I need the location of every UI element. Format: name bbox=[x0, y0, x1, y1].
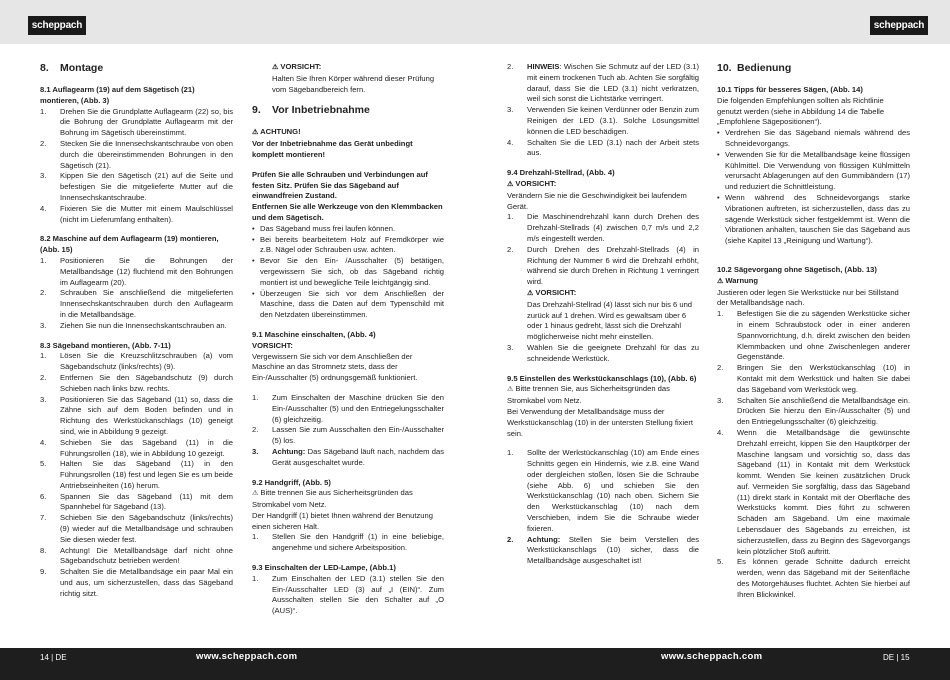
section-heading: 8. Montage bbox=[40, 62, 104, 74]
list-item: • Das Sägeband muss frei laufen können. bbox=[252, 223, 396, 233]
list-item: 1. Zum Einschalten der LED (3.1) stellen Sie den Ein-/Ausschalter LED (3) auf „I (EIN)“. Zum Ausschalten stellen Sie den Schalter auf „O (AUS)“. bbox=[252, 573, 444, 616]
caution-note: ⚠ VORSICHT: Das Drehzahl-Stellrad (4) lässt sich nur bis 6 und zurück auf 1 drehen. Wird es gewaltsam über 6 oder 1 hinaus gedreht, lässt sich die Drehzahl möglicherweise nicht mehr einstellen. bbox=[527, 287, 693, 342]
warning-triangle-icon: ⚠ bbox=[272, 64, 279, 71]
warning-note: ⚠ Bitte trennen Sie, aus Sicherheitsgründen das Stromkabel vom Netz. bbox=[507, 384, 670, 406]
list-item: 9. Schalten Sie die Metallbandsäge ein paar Mal ein und aus, um sicherzustellen, dass das Sägeband richtig sitzt. bbox=[40, 567, 233, 598]
list-item: 1. Sollte der Werkstückanschlag (10) am Ende eines Schnitts gegen ein Hindernis, wie z.B. eine Wand oder dergleichen stoßen, lösen Sie die Schraube (siehe Abb. 6) und schieben Sie den Werkstückanschlag (10) nach oben. Sichern Sie den Werkstückanschlag (10) nach dem Verschieben, indem Sie die Schraube wieder fixieren. bbox=[507, 448, 699, 533]
check-instructions: Entfernen Sie alle Werkzeuge von den Klemmbacken und dem Sägetisch. bbox=[252, 202, 443, 222]
warning-label: ⚠ Warnung bbox=[717, 275, 759, 285]
step-list bbox=[40, 107, 233, 226]
subsection-heading: 9.5 Einstellen des Werkstückanschlags (10), (Abb. 6) bbox=[507, 373, 697, 383]
check-instructions: Prüfen Sie alle Schrauben und Verbindungen auf festen Sitz. Prüfen Sie das Sägeband auf einwandfreien Zustand. bbox=[252, 169, 428, 201]
bullet-list bbox=[252, 224, 444, 321]
section-heading: 10. Bedienung bbox=[717, 62, 792, 74]
list-item: 4. Wenn die Metallbandsäge die gewünschte Drehzahl erreicht, kippen Sie den Hauptkörper der Maschine langsam und vorsichtig so, dass das Sägeband (11) in Kontakt mit dem Werkstück kommt. Wenden Sie keinen zusätzlichen Druck auf. Vermeiden Sie sorgfältig, dass das Sägeband (11) direkt stark in Kontakt mit der Oberfläche des Werkstücks kommt. Dies führt zu schweren Schäden am Sägeband. Um eine maximale Lebensdauer des Sägebands zu erreichen, ist sicherzustellen, dass zu Beginn des Sägevorgangs kein plötzlicher Stoß auftritt. bbox=[717, 427, 910, 556]
warning-note: ⚠ Bitte trennen Sie aus Sicherheitsgründen das Stromkabel vom Netz. bbox=[252, 488, 413, 510]
list-item: 2. Durch Drehen des Drehzahl-Stellrads (4) in Richtung der Nummer 6 wird die Drehzahl erhöht, während sie durch Drehen in Richtung 1 verringert wird. bbox=[507, 244, 699, 287]
list-item: 8. Achtung! Die Metallbandsäge darf nicht ohne Sägebandschutz betrieben werden! bbox=[40, 545, 233, 566]
subsection-heading: 9.3 Einschalten der LED-Lampe, (Abb.1) bbox=[252, 563, 396, 573]
step-list bbox=[717, 309, 910, 601]
list-item: 1. Lösen Sie die Kreuzschlitzschrauben (a) vom Sägebandschutz (links/rechts) (9). bbox=[40, 351, 233, 372]
list-item: 3. Wählen Sie die geeignete Drehzahl für das zu schneidende Werkstück. bbox=[507, 342, 699, 363]
brand-logo: scheppach bbox=[28, 16, 86, 35]
list-item: 2. Lassen Sie zum Ausschalten den Ein-/Ausschalter (5) los. bbox=[252, 425, 444, 446]
step-list bbox=[507, 448, 699, 567]
page-number-right: DE | 15 bbox=[883, 653, 910, 662]
step-list bbox=[40, 351, 233, 599]
subsection-heading: 9.2 Handgriff, (Abb. 5) bbox=[252, 477, 331, 487]
list-item: 4. Schalten Sie die LED (3.1) nach der Arbeit stets aus. bbox=[507, 137, 699, 158]
column-2 bbox=[252, 62, 444, 617]
subsection-heading: 9.4 Drehzahl-Stellrad, (Abb. 4) bbox=[507, 168, 615, 178]
page-number-left: 14 | DE bbox=[40, 653, 67, 662]
list-item: • Verwenden Sie für die Metallbandsäge keine flüssigen Kühlmittel. Die Verwendung von flüssigen Kühlmitteln verursacht Ablagerungen auf den Gummibändern (17) und reduziert die Schnittleistung. bbox=[717, 149, 910, 192]
step-list bbox=[507, 212, 699, 288]
column-4 bbox=[717, 62, 910, 601]
list-item: 3. Positionieren Sie das Sägeband (11) so, dass die Zähne sich auf dem Boden befinden und in Richtung des Werkstückanschlags (10) geneigt sind, wie in Abbildung 9 gezeigt. bbox=[40, 394, 233, 436]
footer-bar bbox=[0, 648, 950, 680]
list-item: • Wenn während des Schneidevorgangs starke Vibrationen auftreten, ist sicherzustellen, dass das zu sägende Werkstück sicher festgeklemmt ist. Wenn die Vibrationen anhalten, tauschen Sie das Sägeband aus (siehe Kapitel 13 „Reinigung und Wartung“). bbox=[717, 192, 910, 246]
paragraph: Der Handgriff (1) bietet Ihnen während der Benutzung einen sicheren Halt. bbox=[252, 510, 433, 531]
step-list bbox=[252, 574, 444, 617]
warning-triangle-icon: ⚠ bbox=[507, 386, 514, 394]
paragraph: Verändern Sie nie die Geschwindigkeit bei laufendem Gerät. bbox=[507, 190, 687, 211]
column-1 bbox=[40, 62, 233, 600]
caution-label: ⚠ VORSICHT: bbox=[507, 178, 557, 188]
attention-text: Vor der Inbetriebnahme das Gerät unbedingt komplett montieren! bbox=[252, 139, 413, 159]
section-heading: 9. Vor Inbetriebnahme bbox=[252, 104, 370, 117]
list-item: 4. Fixieren Sie die Mutter mit einem Maulschlüssel (nicht im Lieferumfang enthalten). bbox=[40, 203, 233, 224]
list-item: 1. Die Maschinendrehzahl kann durch Drehen des Drehzahl-Stellrads (4) zwischen 0,7 m/s und 2,2 m/s eingestellt werden. bbox=[507, 212, 699, 243]
list-item: 2. Achtung: Stellen Sie beim Verstellen des Werkstückanschlags (10) sicher, dass die Metallbandsäge ausgeschaltet ist! bbox=[507, 534, 699, 566]
footer-url-link[interactable]: www.scheppach.com bbox=[661, 651, 763, 662]
subsection-heading: 8.2 Maschine auf dem Auflagearm (19) montieren, (Abb. 15) bbox=[40, 234, 219, 255]
brand-logo: scheppach bbox=[870, 16, 928, 35]
list-item: 1. Befestigen Sie die zu sägenden Werkstücke sicher in einem Schraubstock oder in einer anderen Spannvorrichtung, d.h. direkt zwischen den beiden Klemmbacken und ohne Zwischenlegen anderer Gegenstände. bbox=[717, 309, 910, 362]
subsection-heading: 8.1 Auflagearm (19) auf dem Sägetisch (21) montieren, (Abb. 3) bbox=[40, 85, 195, 105]
subsection-heading: 10.1 Tipps für besseres Sägen, (Abb. 14) bbox=[717, 85, 863, 94]
list-item: 3. Schalten Sie anschließend die Metallbandsäge ein. Drücken Sie hierzu den Ein-/Ausschalter (5) und den Entriegelungsschalter (6) gleichzeitig. bbox=[717, 395, 910, 427]
list-item: 2. Stecken Sie die Innensechskantschraube von oben durch die übereinstimmenden Bohrungen in den Sägetisch (21). bbox=[40, 138, 233, 170]
list-item: 3. Achtung: Das Sägeband läuft nach, nachdem das Gerät ausgeschaltet wurde. bbox=[252, 446, 444, 467]
warning-triangle-icon: ⚠ bbox=[527, 289, 534, 297]
list-item: 5. Halten Sie das Sägeband (11) in den Führungsrollen (18) fest und legen Sie es um beide Antriebseinheiten (16) herum. bbox=[40, 459, 233, 490]
list-item: 2. Bringen Sie den Werkstückanschlag (10) in Kontakt mit dem Werkstück und halten Sie dabei das Sägeband vom Werkstück weg. bbox=[717, 363, 910, 394]
header-bar bbox=[0, 0, 950, 44]
paragraph: Vergewissern Sie sich vor dem Anschließen der Maschine an das Stromnetz stets, dass der Ein-/Ausschalter (5) ordnungsgemäß funktioniert. bbox=[252, 351, 418, 383]
warning-triangle-icon: ⚠ bbox=[252, 129, 259, 137]
list-item: 7. Schieben Sie den Sägebandschutz (links/rechts) (9) wieder auf die Metallbandsäge und schrauben Sie diesen wieder fest. bbox=[40, 513, 233, 544]
subsection-heading: 9.1 Maschine einschalten, (Abb. 4) bbox=[252, 329, 376, 339]
step-list bbox=[40, 256, 233, 332]
paragraph: Bei Verwendung der Metallbandsäge muss der Werkstückanschlag (10) in der untersten Stellung fixiert sein. bbox=[507, 406, 693, 438]
list-item: 5. Es können gerade Schnitte dadurch erreicht werden, wenn das Sägeband mit der Seitenfläche des Motorgehäuses fluchtet. Achten Sie hierbei auf Ihren Blickwinkel. bbox=[717, 557, 910, 599]
list-item: • Verdrehen Sie das Sägeband niemals während des Schneidevorgangs. bbox=[717, 128, 910, 148]
warning-triangle-icon: ⚠ bbox=[717, 277, 724, 285]
warning-triangle-icon: ⚠ bbox=[252, 490, 259, 498]
caution-label: VORSICHT: bbox=[252, 340, 293, 350]
attention-label: ⚠ ACHTUNG! bbox=[252, 127, 301, 137]
paragraph: Justieren oder legen Sie Werkstücke nur bei Stillstand der Metallbandsäge nach. bbox=[717, 287, 899, 308]
footer-url-link[interactable]: www.scheppach.com bbox=[196, 651, 298, 662]
list-item: 1. Positionieren Sie die Bohrungen der Metallbandsäge (12) fluchtend mit den Bohrungen im Auflagearm (20). bbox=[40, 255, 233, 287]
column-3 bbox=[507, 62, 699, 567]
list-item: 1. Drehen Sie die Grundplatte Auflagearm (22) so, bis die Bohrung der Grundplatte Auflagearm mit der Bohrung im Sägetisch übereinstimmt. bbox=[40, 106, 233, 138]
list-item: • Überzeugen Sie sich vor dem Anschließen der Maschine, dass die Daten auf dem Typenschild mit den Netzdaten übereinstimmen. bbox=[252, 288, 444, 320]
warning-triangle-icon: ⚠ bbox=[507, 180, 514, 188]
list-item: 3. Ziehen Sie nun die Innensechskantschrauben an. bbox=[40, 320, 227, 330]
list-item: • Bevor Sie den Ein- /Ausschalter (5) betätigen, vergewissern Sie sich, ob das Sägeband richtig montiert ist und bewegliche Teile leichtgängig sind. bbox=[252, 256, 444, 287]
paragraph: Die folgenden Empfehlungen sollten als Richtlinie genutzt werden (siehe in Abbildung 14 die Tabelle „Empfohlene Sägepositionen“). bbox=[717, 95, 885, 127]
list-item: 2. HINWEIS: Wischen Sie Schmutz auf der LED (3.1) mit einem trockenen Tuch ab. Achten Sie sorgfältig darauf, dass Sie die LED (3.1) nicht verkratzen, weil sich sonst die Lichtstärke verringert. bbox=[507, 62, 699, 104]
subsection-heading: 10.2 Sägevorgang ohne Sägetisch, (Abb. 13) bbox=[717, 264, 877, 274]
list-item: • Bei bereits bearbeitetem Holz auf Fremdkörper wie z.B. Nägel oder Schrauben usw. achten. bbox=[252, 234, 444, 255]
list-item: 3. Kippen Sie den Sägetisch (21) auf die Seite und befestigen Sie die mitgelieferte Mutter auf die Innensechskantschraube. bbox=[40, 171, 233, 202]
step-list bbox=[252, 532, 444, 554]
list-item: 6. Spannen Sie das Sägeband (11) mit dem Spannhebel für Sägeband (13). bbox=[40, 491, 233, 512]
step-list bbox=[252, 393, 444, 469]
step-list bbox=[507, 62, 699, 159]
subsection-heading: 8.3 Sägeband montieren, (Abb. 7-11) bbox=[40, 340, 171, 350]
list-item: 1. Zum Einschalten der Maschine drücken Sie den Ein-/Ausschalter (5) und den Entriegelungsschalter (6) gleichzeitig. bbox=[252, 392, 444, 424]
list-item: 4. Schieben Sie das Sägeband (11) in die Führungsrollen (18), wie in Abbildung 10 gezeigt. bbox=[40, 437, 233, 458]
list-item: 1. Stellen Sie den Handgriff (1) in eine beliebige, angenehme und sichere Arbeitsposition. bbox=[252, 532, 444, 553]
list-item: 2. Entfernen Sie den Sägebandschutz (9) durch Schieben nach links bzw. rechts. bbox=[40, 372, 233, 393]
list-item: 2. Schrauben Sie anschließend die mitgelieferten Innensechskantschrauben durch den Auflagearm in die Metallbandsäge. bbox=[40, 288, 233, 319]
bullet-list bbox=[717, 128, 910, 247]
list-item: 3. Verwenden Sie keinen Verdünner oder Benzin zum Reinigen der LED (3.1). Solche Lösungsmittel können die LED beschädigen. bbox=[507, 105, 699, 136]
caution-note: ⚠ VORSICHT: Halten Sie Ihren Körper während dieser Prüfung vom Sägebandbereich fern. bbox=[272, 62, 435, 94]
